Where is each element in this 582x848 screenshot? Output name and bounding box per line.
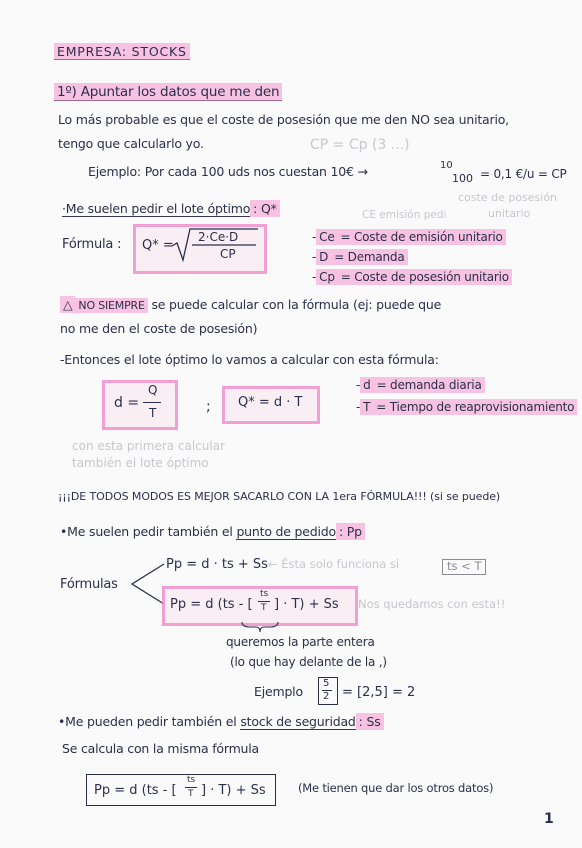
fraction-denominator: 2: [323, 691, 330, 702]
entonces-line: -Entonces el lote óptimo lo vamos a calcular con esta fórmula:: [60, 352, 439, 367]
formula-d-lhs: d =: [114, 395, 140, 411]
warning-line: no me den el coste de posesión): [60, 321, 258, 336]
underbrace: [240, 620, 280, 634]
section-heading: 1º) Apuntar los datos que me den: [54, 86, 282, 101]
page-title: EMPRESA: STOCKS: [54, 46, 190, 60]
separator: ;: [206, 399, 211, 415]
example-result: = [2,5] = 2: [342, 685, 416, 700]
fraction-bar: [258, 601, 270, 602]
fraction-denominator: 100: [452, 172, 473, 185]
formula-qstar: Q* = d · T: [238, 395, 303, 410]
paragraph-line: tengo que calcularlo yo.: [58, 136, 204, 151]
legend-item: - Ce = Coste de emisión unitario: [312, 231, 506, 243]
ghost-note: unitario: [488, 207, 531, 220]
formula-note: ← Ésta solo funciona si: [268, 557, 400, 571]
fraction-numerator: 10: [440, 160, 453, 171]
final-formula-rest: ] · T) + Ss: [201, 783, 266, 798]
entera-note: queremos la parte entera: [226, 635, 375, 649]
formula-pp-2-rest: ] · T) + Ss: [274, 597, 339, 612]
page-number: 1: [544, 811, 554, 827]
emphasis-line: ¡¡¡DE TODOS MODOS ES MEJOR SACARLO CON LA 1era FÓRMULA!!! (si se puede): [58, 490, 501, 503]
legend-item: - D = Demanda: [312, 251, 408, 263]
final-note: (Me tienen que dar los otros datos): [298, 781, 494, 795]
formula-pp-2: Pp = d (ts - [: [170, 597, 253, 612]
fraction-denominator: T: [188, 789, 194, 799]
fraction-bar: [143, 402, 161, 403]
ghost-note: con esta primera calcular: [72, 439, 226, 453]
formula-numerator: 2·Ce·D: [198, 230, 239, 244]
warning-icon: △: [60, 296, 75, 313]
paragraph-line: Lo más probable es que el coste de posesión que me den NO sea unitario,: [58, 112, 509, 127]
punto-pedido-line: •Me suelen pedir también el punto de pedido : Pp: [60, 526, 365, 539]
example-line: Ejemplo: Por cada 100 uds nos cuestan 10€ →: [88, 164, 368, 179]
fraction-numerator: ts: [260, 589, 269, 599]
fraction-denominator: T: [261, 603, 267, 613]
fraction-denominator: T: [149, 406, 157, 420]
legend-item: - Cp = Coste de posesión unitario: [312, 271, 512, 283]
formula-pp-1: Pp = d · ts + Ss: [166, 557, 268, 572]
fraction-numerator: 5: [323, 678, 330, 689]
fraction-bar: [185, 787, 197, 788]
formula-lhs: Q* =: [142, 238, 174, 253]
example-result: = 0,1 €/u = CP: [480, 167, 567, 181]
stock-line: Se calcula con la misma fórmula: [62, 741, 259, 756]
fraction-numerator: ts: [187, 775, 196, 785]
ghost-note: coste de posesión: [458, 191, 558, 204]
legend-item: - T = Tiempo de reaprovisionamiento: [356, 401, 577, 413]
formula-condition: ts < T: [442, 559, 486, 575]
formula-denominator: CP: [220, 247, 236, 261]
warning-line: △ NO SIEMPRE se puede calcular con la fórmula (ej: puede que: [60, 299, 441, 312]
entera-note: (lo que hay delante de la ,): [230, 655, 387, 669]
formula-note: Nos quedamos con esta!!: [358, 597, 506, 611]
stock-line: •Me pueden pedir también el stock de seguridad : Ss: [58, 716, 384, 729]
fraction-numerator: Q: [148, 383, 158, 397]
formula-label: Fórmula :: [62, 237, 122, 252]
lote-line: ·Me suelen pedir el lote óptimo : Q*: [62, 203, 280, 216]
ghost-note: también el lote óptimo: [72, 456, 209, 470]
formulas-label: Fórmulas: [60, 577, 118, 592]
ghost-formula: CP = Cp (3 ...): [310, 137, 410, 153]
ghost-note: CE emisión pedi: [362, 209, 447, 221]
entera-example: Ejemplo: [254, 684, 303, 699]
legend-item: - d = demanda diaria: [356, 379, 485, 391]
final-formula: Pp = d (ts - [: [94, 783, 177, 798]
